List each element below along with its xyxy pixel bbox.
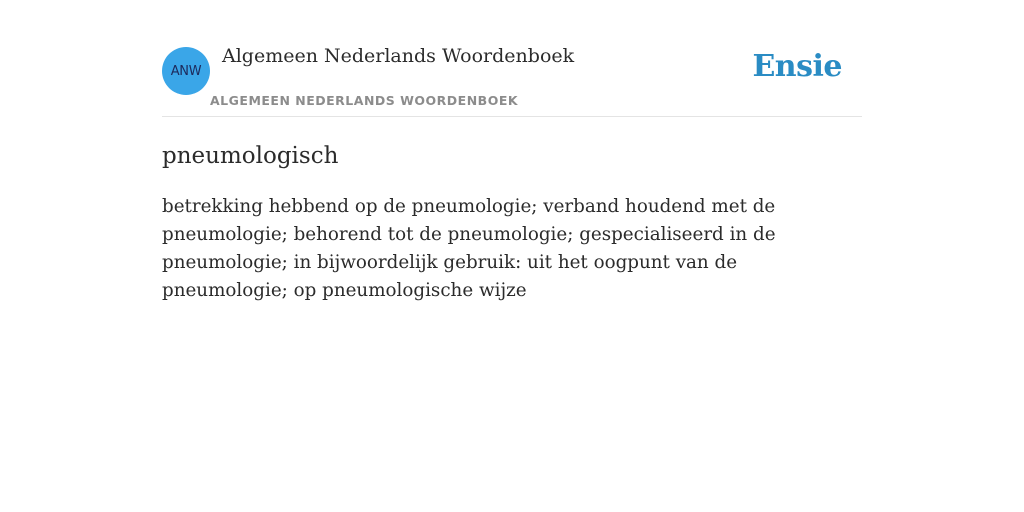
source-logo-text: ANW — [170, 63, 202, 79]
source-logo[interactable] — [162, 47, 210, 95]
source-title[interactable]: Algemeen Nederlands Woordenboek — [222, 45, 575, 67]
entry-card — [162, 0, 862, 305]
ensie-brand-logo[interactable]: Ensie — [752, 49, 842, 84]
source-subtitle: ALGEMEEN NEDERLANDS WOORDENBOEK — [210, 93, 519, 108]
entry-headword: pneumologisch — [162, 143, 339, 169]
entry-header — [162, 0, 862, 117]
entry-definition: betrekking hebbend op de pneumologie; verband houdend met de pneumologie; behorend tot de pneumologie; gespecialiseerd in de pneumologie; in bijwoordelijk gebruik: uit het oogpunt van de pneumologie; op pneumologische wijze — [162, 196, 776, 301]
